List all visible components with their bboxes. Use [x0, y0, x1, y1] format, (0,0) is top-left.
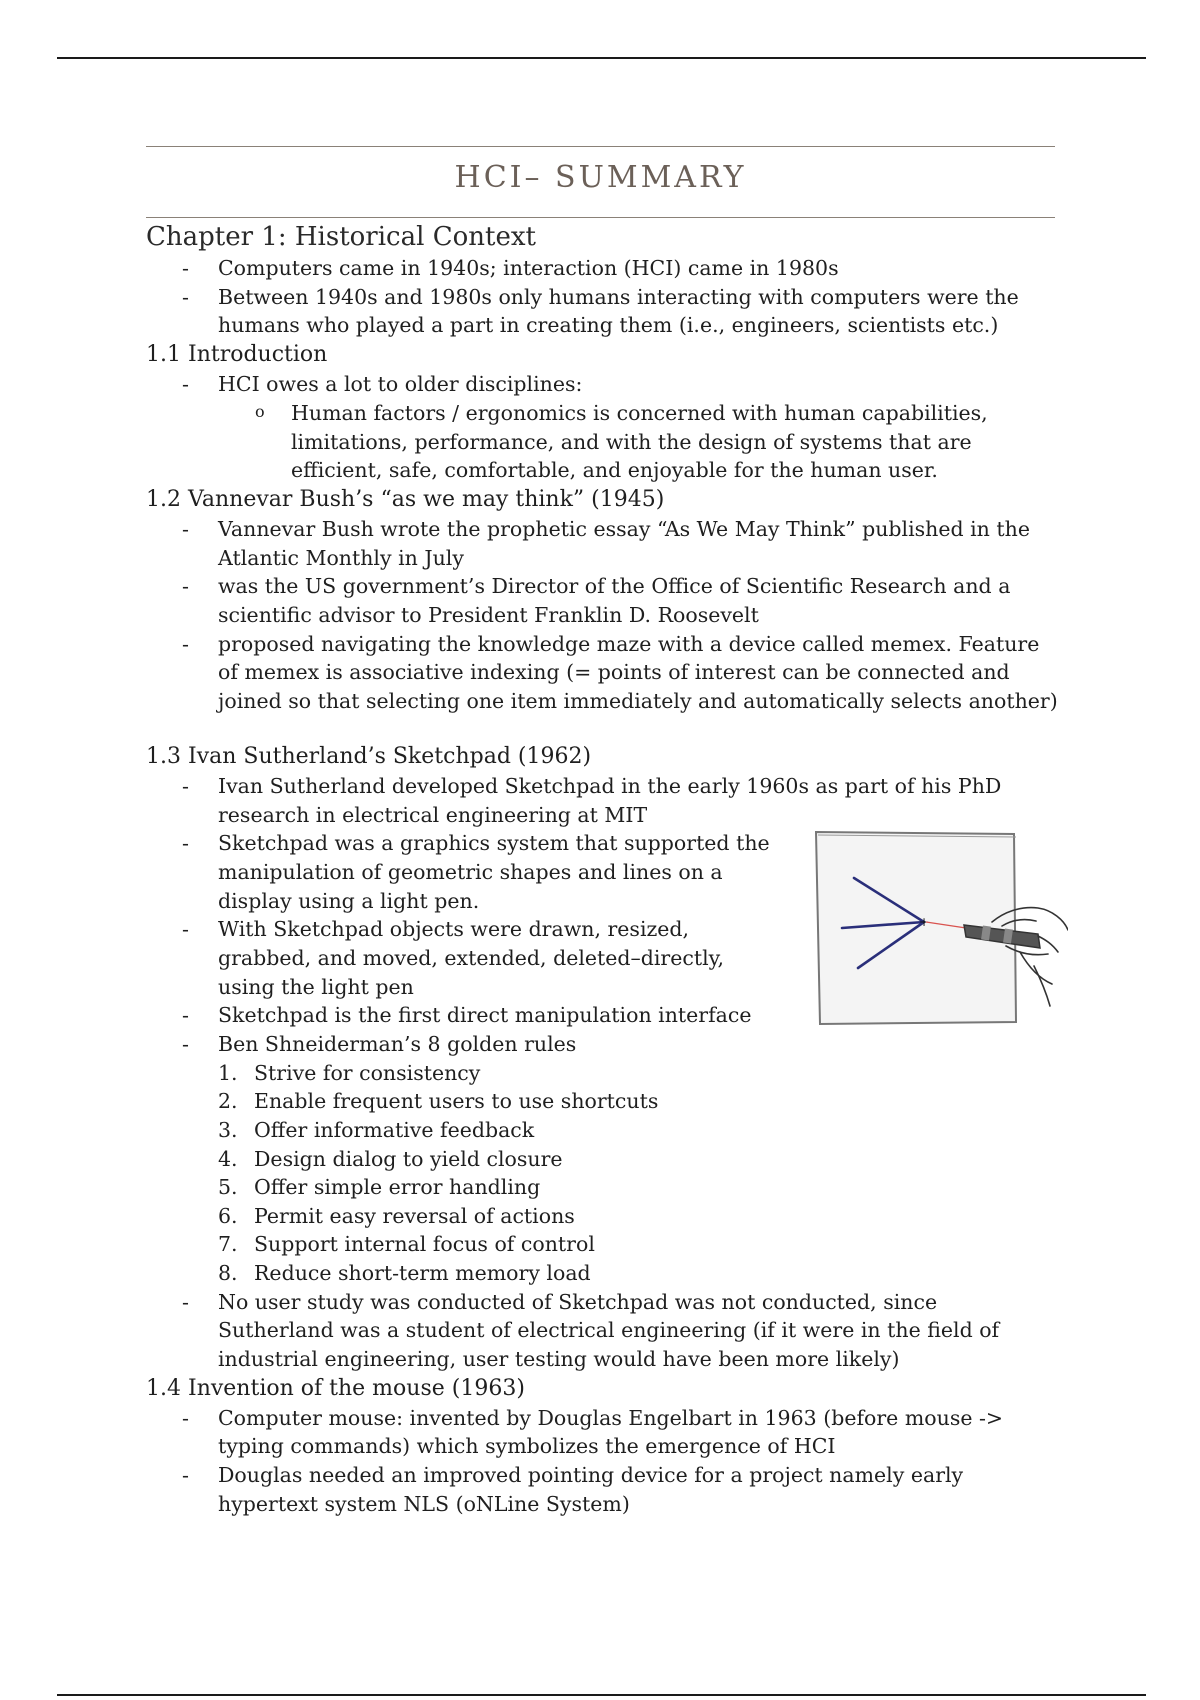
- sub-list-item: o Human factors / ergonomics is concerned with human capabilities, limitations, performance, and with the design of systems that are efficient, safe, comfortable, and enjoyable for the human user.: [291, 399, 1058, 485]
- section-1-2-list: [146, 515, 1058, 716]
- section-title: Vannevar Bush’s “as we may think” (1945): [188, 486, 665, 512]
- section-1-1-sublist: [146, 399, 1058, 485]
- list-item: - Computers came in 1940s; interaction (HCI) came in 1980s: [218, 254, 1058, 283]
- section-heading-1-4: [146, 1374, 1058, 1404]
- sketchpad-light-pen-illustration: [806, 826, 1068, 1026]
- list-item: - Vannevar Bush wrote the prophetic essay “As We May Think” published in the Atlantic Monthly in July: [218, 515, 1058, 572]
- section-number: 1.2: [146, 486, 181, 512]
- section-title: Ivan Sutherland’s Sketchpad (1962): [188, 743, 592, 769]
- list-item: - Ivan Sutherland developed Sketchpad in the early 1960s as part of his PhD research in electrical engineering at MIT: [218, 772, 1058, 829]
- document-title: HCI– SUMMARY: [454, 160, 747, 195]
- golden-rules-list: [146, 1059, 1058, 1288]
- section-title: Invention of the mouse (1963): [188, 1375, 525, 1401]
- list-item: - Between 1940s and 1980s only humans interacting with computers were the humans who played a part in creating them (i.e., engineers, scientists etc.): [218, 283, 1058, 340]
- cursor-cross-icon: +: [918, 915, 930, 929]
- golden-rule-item: 5. Offer simple error handling: [218, 1175, 541, 1200]
- golden-rule-item: 3. Offer informative feedback: [218, 1118, 535, 1143]
- golden-rule-item: 1. Strive for consistency: [218, 1060, 481, 1085]
- list-item: - Ben Shneiderman’s 8 golden rules: [218, 1030, 1058, 1059]
- section-title: Introduction: [188, 342, 328, 368]
- list-item: - Sketchpad is the first direct manipulation interface: [218, 1001, 1058, 1030]
- golden-rule-item: 4. Design dialog to yield closure: [218, 1146, 563, 1171]
- list-item: - HCI owes a lot to older disciplines:: [218, 370, 1058, 399]
- section-number: 1.1: [146, 342, 181, 368]
- section-number: 1.4: [146, 1375, 181, 1401]
- section-heading-1-3: [146, 742, 1058, 772]
- page-bottom-rule: [57, 1694, 1146, 1696]
- section-1-4-list: [146, 1404, 1058, 1519]
- title-bottom-rule: [146, 217, 1055, 218]
- section-1-1-list: [146, 370, 1058, 399]
- list-item: - Computer mouse: invented by Douglas Engelbart in 1963 (before mouse -> typing commands) which symbolizes the emergence of HCI: [218, 1404, 1058, 1461]
- list-item: - Douglas needed an improved pointing device for a project namely early hypertext system NLS (oNLine System): [218, 1461, 1058, 1518]
- section-heading-1-2: [146, 485, 1058, 515]
- section-heading-1-1: [146, 340, 1058, 370]
- page-top-rule: [57, 57, 1146, 59]
- golden-rule-item: 7. Support internal focus of control: [218, 1232, 595, 1257]
- list-item: - With Sketchpad objects were drawn, resized, grabbed, and moved, extended, deleted–directly, using the light pen: [218, 915, 778, 1001]
- list-item: - Sketchpad was a graphics system that supported the manipulation of geometric shapes and lines on a display using a light pen.: [218, 829, 778, 915]
- chapter-heading: Chapter 1: Historical Context: [146, 222, 536, 252]
- golden-rule-item: 6. Permit easy reversal of actions: [218, 1203, 575, 1228]
- section-1-3-list-end: [146, 1288, 1058, 1374]
- list-item: - proposed navigating the knowledge maze with a device called memex. Feature of memex is associative indexing (= points of interest can be connected and joined so that selecting one item immediately and automatically selects another): [218, 630, 1058, 716]
- chapter-bullet-list: [146, 254, 1058, 340]
- list-item: - was the US government’s Director of the Office of Scientific Research and a scientific advisor to President Franklin D. Roosevelt: [218, 572, 1058, 629]
- section-number: 1.3: [146, 743, 181, 769]
- title-top-rule: [146, 146, 1055, 147]
- golden-rule-item: 2. Enable frequent users to use shortcuts: [218, 1089, 659, 1114]
- list-item: - No user study was conducted of Sketchpad was not conducted, since Sutherland was a student of electrical engineering (if it were in the field of industrial engineering, user testing would have been more likely): [218, 1288, 1058, 1374]
- golden-rule-item: 8. Reduce short-term memory load: [218, 1261, 591, 1286]
